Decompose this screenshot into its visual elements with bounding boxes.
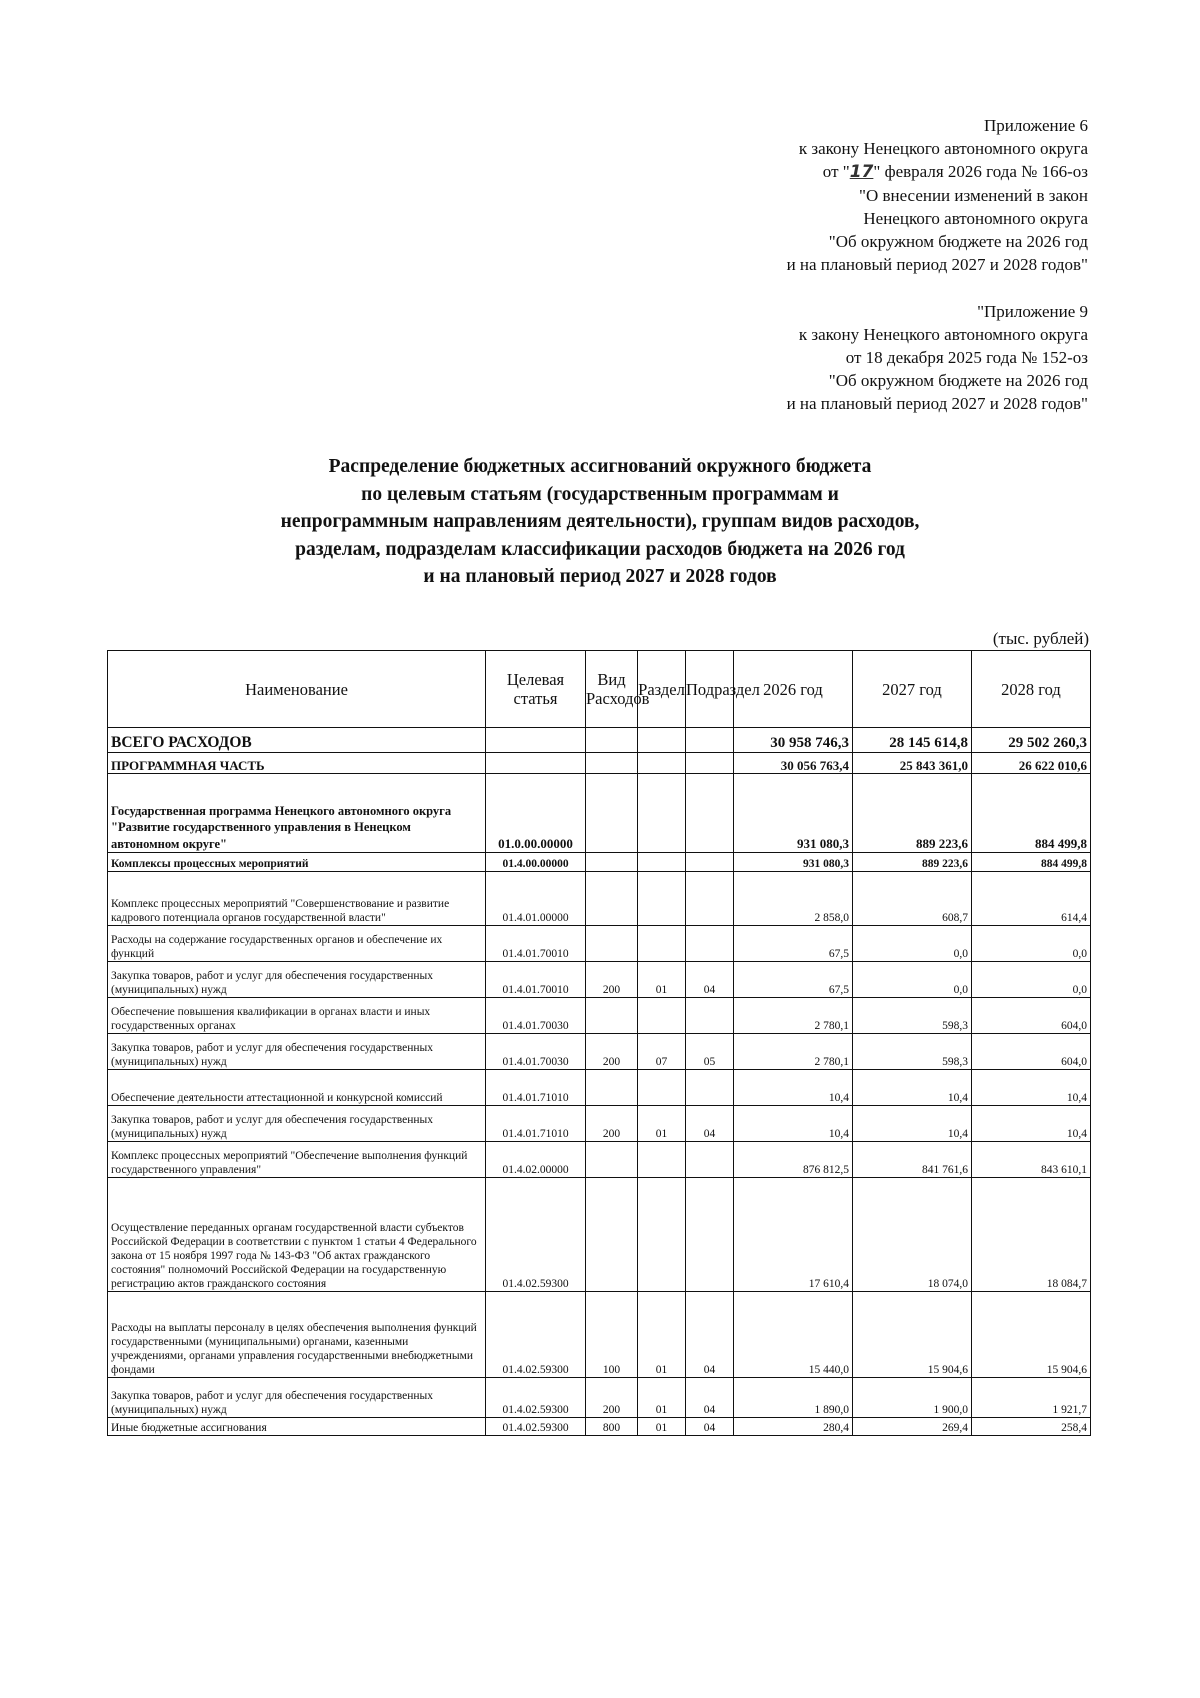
cell-subsection [686,753,734,774]
header-section: Раздел [638,651,686,728]
cell-name: Расходы на содержание государственных органов и обеспечение их функций [108,926,486,962]
document-title [160,453,1040,591]
cell-2028: 604,0 [972,998,1091,1034]
cell-code [486,753,586,774]
cell-name: Комплекс процессных мероприятий "Совершенствование и развитие кадрового потенциала органов государственной власти" [108,872,486,926]
budget-table [107,650,1091,1436]
cell-2027: 598,3 [853,1034,972,1070]
cell-kind: 200 [586,962,638,998]
header-kind: Вид Расходов [586,651,638,728]
cell-2027: 28 145 614,8 [853,728,972,753]
appendix-line: и на плановый период 2027 и 2028 годов" [786,394,1088,413]
cell-name: ВСЕГО РАСХОДОВ [108,728,486,753]
table-row [108,998,1091,1034]
cell-section: 01 [638,962,686,998]
table-row [108,1378,1091,1418]
date-rest: " февраля 2026 года № 166-оз [873,162,1088,181]
cell-section [638,1070,686,1106]
cell-section: 01 [638,1292,686,1378]
cell-2026: 931 080,3 [734,853,853,872]
cell-subsection: 04 [686,1292,734,1378]
cell-kind [586,998,638,1034]
table-row [108,872,1091,926]
cell-code [486,728,586,753]
cell-name: Комплекс процессных мероприятий "Обеспечение выполнения функций государственного управления" [108,1142,486,1178]
cell-2026: 30 958 746,3 [734,728,853,753]
table-row [108,926,1091,962]
cell-code: 01.4.01.70010 [486,962,586,998]
cell-2027: 608,7 [853,872,972,926]
cell-2027: 18 074,0 [853,1178,972,1292]
table-row [108,1292,1091,1378]
header-target: Целевая статья [486,651,586,728]
cell-2028: 15 904,6 [972,1292,1091,1378]
title-line: Распределение бюджетных ассигнований окружного бюджета [328,456,872,477]
appendix-line: "Об окружном бюджете на 2026 год [828,232,1088,251]
cell-2026: 2 858,0 [734,872,853,926]
cell-section: 01 [638,1106,686,1142]
cell-2027: 10,4 [853,1070,972,1106]
cell-name: Обеспечение повышения квалификации в органах власти и иных государственных органах [108,998,486,1034]
cell-section [638,728,686,753]
appendix-line: "Приложение 9 [977,302,1088,321]
cell-name: ПРОГРАММНАЯ ЧАСТЬ [108,753,486,774]
cell-code: 01.4.02.00000 [486,1142,586,1178]
cell-subsection: 04 [686,1418,734,1436]
cell-subsection [686,1070,734,1106]
date-prefix: от " [822,162,850,181]
header-2027: 2027 год [853,651,972,728]
cell-code: 01.4.01.71010 [486,1070,586,1106]
cell-kind [586,1070,638,1106]
table-row [108,1070,1091,1106]
cell-code: 01.4.02.59300 [486,1418,586,1436]
cell-name: Иные бюджетные ассигнования [108,1418,486,1436]
cell-section [638,998,686,1034]
cell-kind [586,872,638,926]
cell-2026: 931 080,3 [734,774,853,853]
cell-section [638,853,686,872]
title-line: разделам, подразделам классификации расходов бюджета на 2026 год [295,538,905,560]
appendix-date-line [787,160,1088,184]
cell-name: Закупка товаров, работ и услуг для обеспечения государственных (муниципальных) нужд [108,962,486,998]
cell-2028: 884 499,8 [972,853,1091,872]
cell-2027: 841 761,6 [853,1142,972,1178]
cell-code: 01.4.02.59300 [486,1378,586,1418]
table-row [108,1106,1091,1142]
cell-section [638,1142,686,1178]
cell-name: Комплексы процессных мероприятий [108,853,486,872]
cell-2026: 67,5 [734,962,853,998]
cell-code: 01.4.01.70010 [486,926,586,962]
cell-kind: 100 [586,1292,638,1378]
table-row [108,1178,1091,1292]
cell-subsection [686,728,734,753]
cell-kind [586,926,638,962]
cell-2026: 15 440,0 [734,1292,853,1378]
cell-name: Осуществление переданных органам государственной власти субъектов Российской Федерации в соответствии с пунктом 1 статьи 4 Федерального закона от 15 ноября 1997 года № 143-ФЗ "Об актах гражданского состояния" полномочий Российской Федерации на государственную регистрацию актов гражданского состояния [108,1178,486,1292]
cell-subsection: 04 [686,1106,734,1142]
appendix-header [787,114,1088,276]
cell-name: Расходы на выплаты персоналу в целях обеспечения выполнения функций государственными (муниципальными) органами, казенными учреждениями, органами управления государственными внебюджетными фондами [108,1292,486,1378]
header-name: Наименование [108,651,486,728]
cell-2028: 843 610,1 [972,1142,1091,1178]
cell-code: 01.4.01.70030 [486,998,586,1034]
cell-2028: 29 502 260,3 [972,728,1091,753]
cell-2027: 15 904,6 [853,1292,972,1378]
cell-2026: 2 780,1 [734,998,853,1034]
cell-name: Государственная программа Ненецкого автономного округа "Развитие государственного управления в Ненецком автономном округе" [108,774,486,853]
header-2026: 2026 год [734,651,853,728]
cell-section [638,926,686,962]
cell-2028: 614,4 [972,872,1091,926]
cell-subsection [686,774,734,853]
title-line: непрограммным направлениям деятельности), группам видов расходов, [280,511,920,532]
cell-kind [586,1142,638,1178]
table-row [108,1034,1091,1070]
table-row [108,1142,1091,1178]
cell-2026: 30 056 763,4 [734,753,853,774]
cell-subsection [686,998,734,1034]
cell-2028: 10,4 [972,1106,1091,1142]
appendix-line: "О внесении изменений в закон [859,186,1088,205]
cell-code: 01.4.02.59300 [486,1178,586,1292]
cell-section [638,1178,686,1292]
cell-code: 01.4.00.00000 [486,853,586,872]
table-header-row [108,651,1091,728]
cell-section [638,753,686,774]
cell-kind: 200 [586,1034,638,1070]
appendix-line: Приложение 6 [984,116,1088,135]
cell-kind: 200 [586,1106,638,1142]
cell-name: Закупка товаров, работ и услуг для обеспечения государственных (муниципальных) нужд [108,1378,486,1418]
cell-subsection [686,872,734,926]
table-row [108,962,1091,998]
cell-kind [586,753,638,774]
header-subsection: Подраздел [686,651,734,728]
cell-2027: 0,0 [853,962,972,998]
appendix-line: и на плановый период 2027 и 2028 годов" [786,255,1088,274]
cell-kind [586,728,638,753]
cell-2027: 0,0 [853,926,972,962]
header-2028: 2028 год [972,651,1091,728]
appendix-line: от 18 декабря 2025 года № 152-оз [845,348,1088,367]
cell-name: Обеспечение деятельности аттестационной и конкурсной комиссий [108,1070,486,1106]
table-row [108,853,1091,872]
cell-2028: 1 921,7 [972,1378,1091,1418]
cell-2026: 17 610,4 [734,1178,853,1292]
cell-code: 01.0.00.00000 [486,774,586,853]
cell-2027: 1 900,0 [853,1378,972,1418]
cell-2028: 26 622 010,6 [972,753,1091,774]
cell-section: 01 [638,1378,686,1418]
appendix-line: к закону Ненецкого автономного округа [798,325,1088,344]
cell-subsection [686,1178,734,1292]
cell-2026: 10,4 [734,1070,853,1106]
cell-section: 01 [638,1418,686,1436]
cell-subsection [686,926,734,962]
handwritten-day: 17 [849,162,874,182]
cell-kind [586,853,638,872]
cell-code: 01.4.01.71010 [486,1106,586,1142]
cell-section: 07 [638,1034,686,1070]
cell-code: 01.4.02.59300 [486,1292,586,1378]
cell-code: 01.4.01.70030 [486,1034,586,1070]
cell-2028: 10,4 [972,1070,1091,1106]
cell-2027: 598,3 [853,998,972,1034]
cell-2028: 18 084,7 [972,1178,1091,1292]
table-row [108,774,1091,853]
cell-subsection [686,1142,734,1178]
table-row [108,728,1091,753]
cell-name: Закупка товаров, работ и услуг для обеспечения государственных (муниципальных) нужд [108,1034,486,1070]
original-appendix-header [787,300,1088,415]
appendix-line: Ненецкого автономного округа [863,209,1088,228]
cell-section [638,774,686,853]
cell-subsection: 04 [686,962,734,998]
cell-2027: 10,4 [853,1106,972,1142]
cell-code: 01.4.01.00000 [486,872,586,926]
appendix-line: к закону Ненецкого автономного округа [798,139,1088,158]
cell-2026: 67,5 [734,926,853,962]
units-label: (тыс. рублей) [992,629,1089,648]
cell-name: Закупка товаров, работ и услуг для обеспечения государственных (муниципальных) нужд [108,1106,486,1142]
cell-2026: 280,4 [734,1418,853,1436]
cell-section [638,872,686,926]
cell-2028: 258,4 [972,1418,1091,1436]
cell-subsection: 04 [686,1378,734,1418]
cell-2026: 2 780,1 [734,1034,853,1070]
cell-2028: 0,0 [972,962,1091,998]
table-row [108,1418,1091,1436]
cell-2028: 884 499,8 [972,774,1091,853]
cell-2026: 1 890,0 [734,1378,853,1418]
cell-kind: 200 [586,1378,638,1418]
cell-2028: 604,0 [972,1034,1091,1070]
cell-subsection: 05 [686,1034,734,1070]
cell-2027: 25 843 361,0 [853,753,972,774]
cell-2027: 889 223,6 [853,774,972,853]
cell-2028: 0,0 [972,926,1091,962]
title-line: и на плановый период 2027 и 2028 годов [423,566,777,587]
cell-kind: 800 [586,1418,638,1436]
cell-kind [586,774,638,853]
cell-2027: 269,4 [853,1418,972,1436]
cell-2027: 889 223,6 [853,853,972,872]
title-line: по целевым статьям (государственным программам и [361,483,839,505]
cell-kind [586,1178,638,1292]
cell-2026: 10,4 [734,1106,853,1142]
appendix-line: "Об окружном бюджете на 2026 год [828,371,1088,390]
cell-subsection [686,853,734,872]
table-row [108,753,1091,774]
cell-2026: 876 812,5 [734,1142,853,1178]
